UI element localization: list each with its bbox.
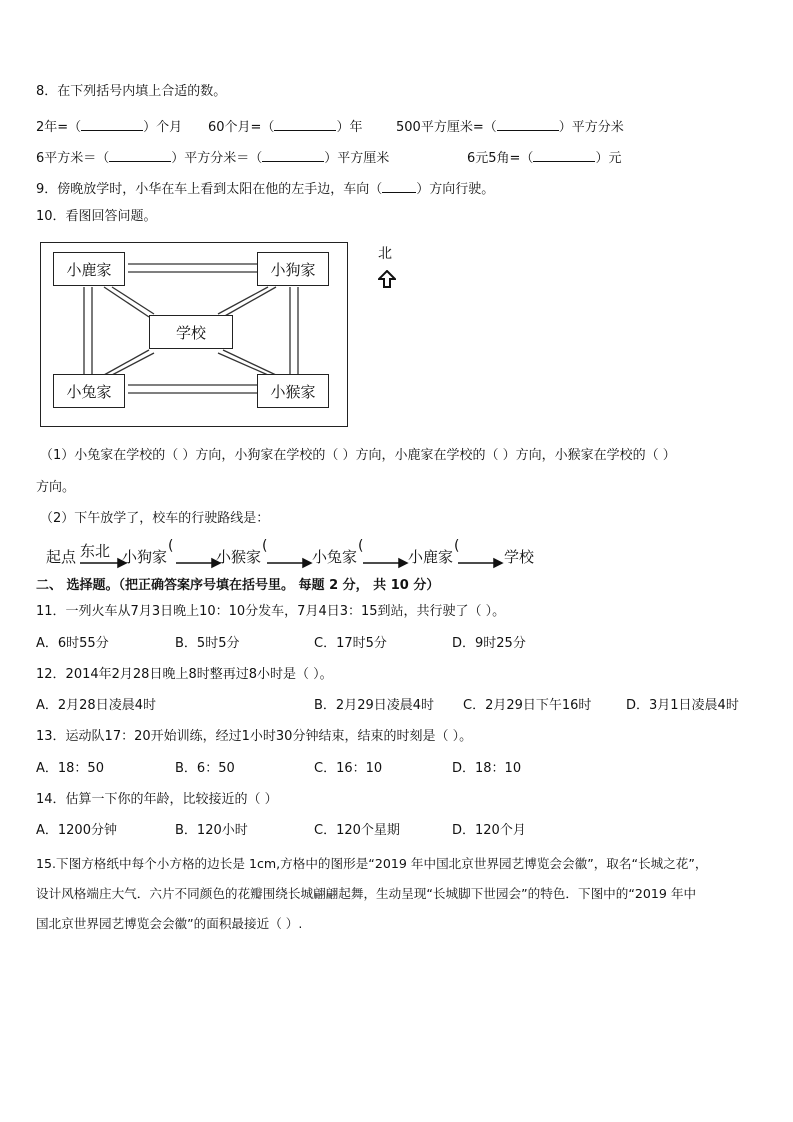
q8-item-4: 6平方米＝（ ）平方分米＝（ ）平方厘米	[36, 151, 390, 166]
rabbit-house: 小兔家	[53, 374, 125, 408]
route-stop-dog: 小狗家	[122, 548, 168, 566]
q14-option-c[interactable]: C．120个星期	[314, 823, 400, 838]
q11-option-c[interactable]: C．17时5分	[314, 636, 387, 651]
q8-item-5: 6元5角=（ ）元	[467, 151, 622, 166]
route-blank-1[interactable]: (	[168, 538, 174, 554]
q11-option-a[interactable]: A．6时55分	[36, 636, 109, 651]
deer-house: 小鹿家	[53, 252, 125, 286]
monkey-house: 小猴家	[257, 374, 329, 408]
q12-option-b[interactable]: B．2月29日凌晨4时	[314, 698, 435, 713]
route-first-direction: 东北	[80, 542, 111, 560]
answer-blank[interactable]	[81, 119, 143, 131]
q12-stem: 12．2014年2月28日晚上8时整再过8小时是（ ）。	[36, 667, 333, 682]
q13-stem: 13．运动队17：20开始训练，经过1小时30分钟结束，结束的时刻是（ ）。	[36, 729, 473, 744]
q15-line1: 15.下图方格纸中每个小方格的边长是 1cm,方格中的图形是“2019 年中国北京世界园艺博览会会徽”，取名“长城之花”，	[36, 856, 708, 871]
north-arrow-icon	[378, 270, 396, 288]
route-blank-4[interactable]: (	[454, 538, 460, 554]
q14-option-a[interactable]: A．1200分钟	[36, 823, 117, 838]
q11-option-d[interactable]: D．9时25分	[452, 636, 526, 651]
q8-title: 8．在下列括号内填上合适的数。	[36, 84, 227, 99]
route-stop-monkey: 小猴家	[216, 548, 262, 566]
answer-blank[interactable]	[109, 150, 171, 162]
q8-item-1: 2年=（ ）个月	[36, 120, 183, 135]
answer-blank[interactable]	[274, 119, 336, 131]
section2-title: 二、 选择题。（把正确答案序号填在括号里。 每题 2 分， 共 10 分）	[36, 578, 440, 593]
q12-option-d[interactable]: D．3月1日凌晨4时	[626, 698, 739, 713]
q14-option-d[interactable]: D．120个月	[452, 823, 526, 838]
route-start: 起点	[46, 548, 77, 566]
q9: 9．傍晚放学时，小华在车上看到太阳在他的左手边，车向（ ）方向行驶。	[36, 182, 495, 197]
q10-sub1-line1: （1）小兔家在学校的（ ）方向，小狗家在学校的（ ）方向，小鹿家在学校的（ ）方向，小猴家在学校的（ ）	[40, 448, 676, 463]
q13-option-c[interactable]: C．16：10	[314, 761, 383, 776]
q8-item-2: 60个月=（ ）年	[208, 120, 363, 135]
route-blank-3[interactable]: (	[358, 538, 364, 554]
q13-option-a[interactable]: A．18：50	[36, 761, 104, 776]
dog-house: 小狗家	[257, 252, 329, 286]
answer-blank[interactable]	[533, 150, 595, 162]
school-bus-route	[46, 540, 566, 570]
q8-item-3: 500平方厘米=（ ）平方分米	[396, 120, 624, 135]
q10-sub2: （2）下午放学了，校车的行驶路线是：	[40, 511, 270, 526]
route-blank-2[interactable]: (	[262, 538, 268, 554]
q11-option-b[interactable]: B．5时5分	[175, 636, 240, 651]
q13-option-d[interactable]: D．18：10	[452, 761, 522, 776]
q15-line3: 国北京世界园艺博览会会徽”的面积最接近（ ）.	[36, 916, 303, 931]
q11-stem: 11．一列火车从7月3日晚上10：10分发车，7月4日3：15到站，共行驶了（ ）。	[36, 604, 506, 619]
route-stop-rabbit: 小兔家	[312, 548, 358, 566]
answer-blank[interactable]	[382, 181, 416, 193]
q12-option-c[interactable]: C．2月29日下午16时	[463, 698, 592, 713]
q13-option-b[interactable]: B．6：50	[175, 761, 235, 776]
answer-blank[interactable]	[497, 119, 559, 131]
north-label: 北	[378, 246, 392, 262]
q14-stem: 14．估算一下你的年龄，比较接近的（ ）	[36, 792, 278, 807]
q15-line2: 设计风格端庄大气．六片不同颜色的花瓣围绕长城翩翩起舞，生动呈现“长城脚下世园会”的特色．下图中的“2019 年中	[36, 886, 697, 901]
school: 学校	[149, 315, 233, 349]
answer-blank[interactable]	[262, 150, 324, 162]
route-stop-school: 学校	[504, 548, 535, 566]
q10-title: 10．看图回答问题。	[36, 209, 157, 224]
q12-option-a[interactable]: A．2月28日凌晨4时	[36, 698, 156, 713]
q10-sub1-line2: 方向。	[36, 480, 76, 495]
q14-option-b[interactable]: B．120小时	[175, 823, 248, 838]
route-stop-deer: 小鹿家	[408, 548, 454, 566]
